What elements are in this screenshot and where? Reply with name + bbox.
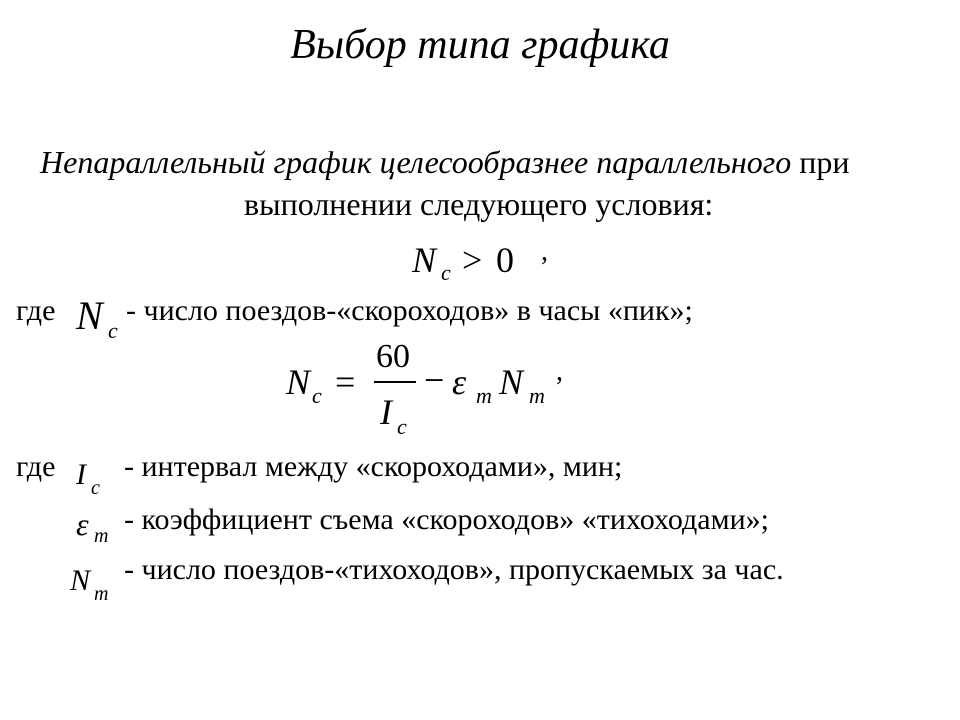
condition-comma: , xyxy=(541,236,548,267)
def-eps-var: ε xyxy=(76,506,89,542)
def-nc-sub: c xyxy=(108,318,118,343)
intro-italic: Непараллельный график целесообразнее параллельного xyxy=(40,144,792,180)
formula-eps: ε xyxy=(452,362,467,402)
def-nc-var: N xyxy=(76,293,103,338)
def-eps-text: - коэффициент съема «скороходов» «тихоходами»; xyxy=(124,503,769,536)
fraction-bar xyxy=(374,381,416,383)
intro-line-1 xyxy=(40,146,849,178)
def-nm-sub: m xyxy=(94,583,109,605)
formula-equals: = xyxy=(335,362,356,402)
def-nc-text: - число поездов-«скороходов» в часы «пик»; xyxy=(126,294,693,327)
def-eps-sub: m xyxy=(94,525,109,547)
formula-numerator: 60 xyxy=(376,338,410,375)
formula-den-sub: c xyxy=(397,414,407,439)
formula-nm-sub: m xyxy=(529,383,545,408)
def-ic-var: I xyxy=(76,458,86,491)
formula-eps-sub: m xyxy=(476,383,492,408)
def-ic-text: - интервал между «скороходами», мин; xyxy=(124,450,623,483)
formula-comma: , xyxy=(556,356,563,387)
def-ic-sub: c xyxy=(91,477,100,499)
slide-title: Выбор типа графика xyxy=(290,22,670,68)
condition-var: N xyxy=(412,240,437,280)
formula-lhs-sub: c xyxy=(312,383,322,408)
def-nm-text: - число поездов-«тихоходов», пропускаемых за час. xyxy=(124,553,784,586)
formula-minus: − xyxy=(424,360,445,400)
def-nc-prefix: где xyxy=(16,294,56,327)
def-ic-prefix: где xyxy=(16,450,56,483)
intro-line-2: выполнении следующего условия: xyxy=(244,186,714,222)
formula-lhs-var: N xyxy=(286,362,311,402)
condition-value: 0 xyxy=(496,240,514,280)
condition-operator: > xyxy=(462,240,483,280)
def-nm-var: N xyxy=(70,564,91,597)
intro-rest: при xyxy=(791,144,850,180)
condition-sub: c xyxy=(441,260,451,285)
formula-nm-var: N xyxy=(499,362,524,402)
formula-den-var: I xyxy=(380,392,392,432)
